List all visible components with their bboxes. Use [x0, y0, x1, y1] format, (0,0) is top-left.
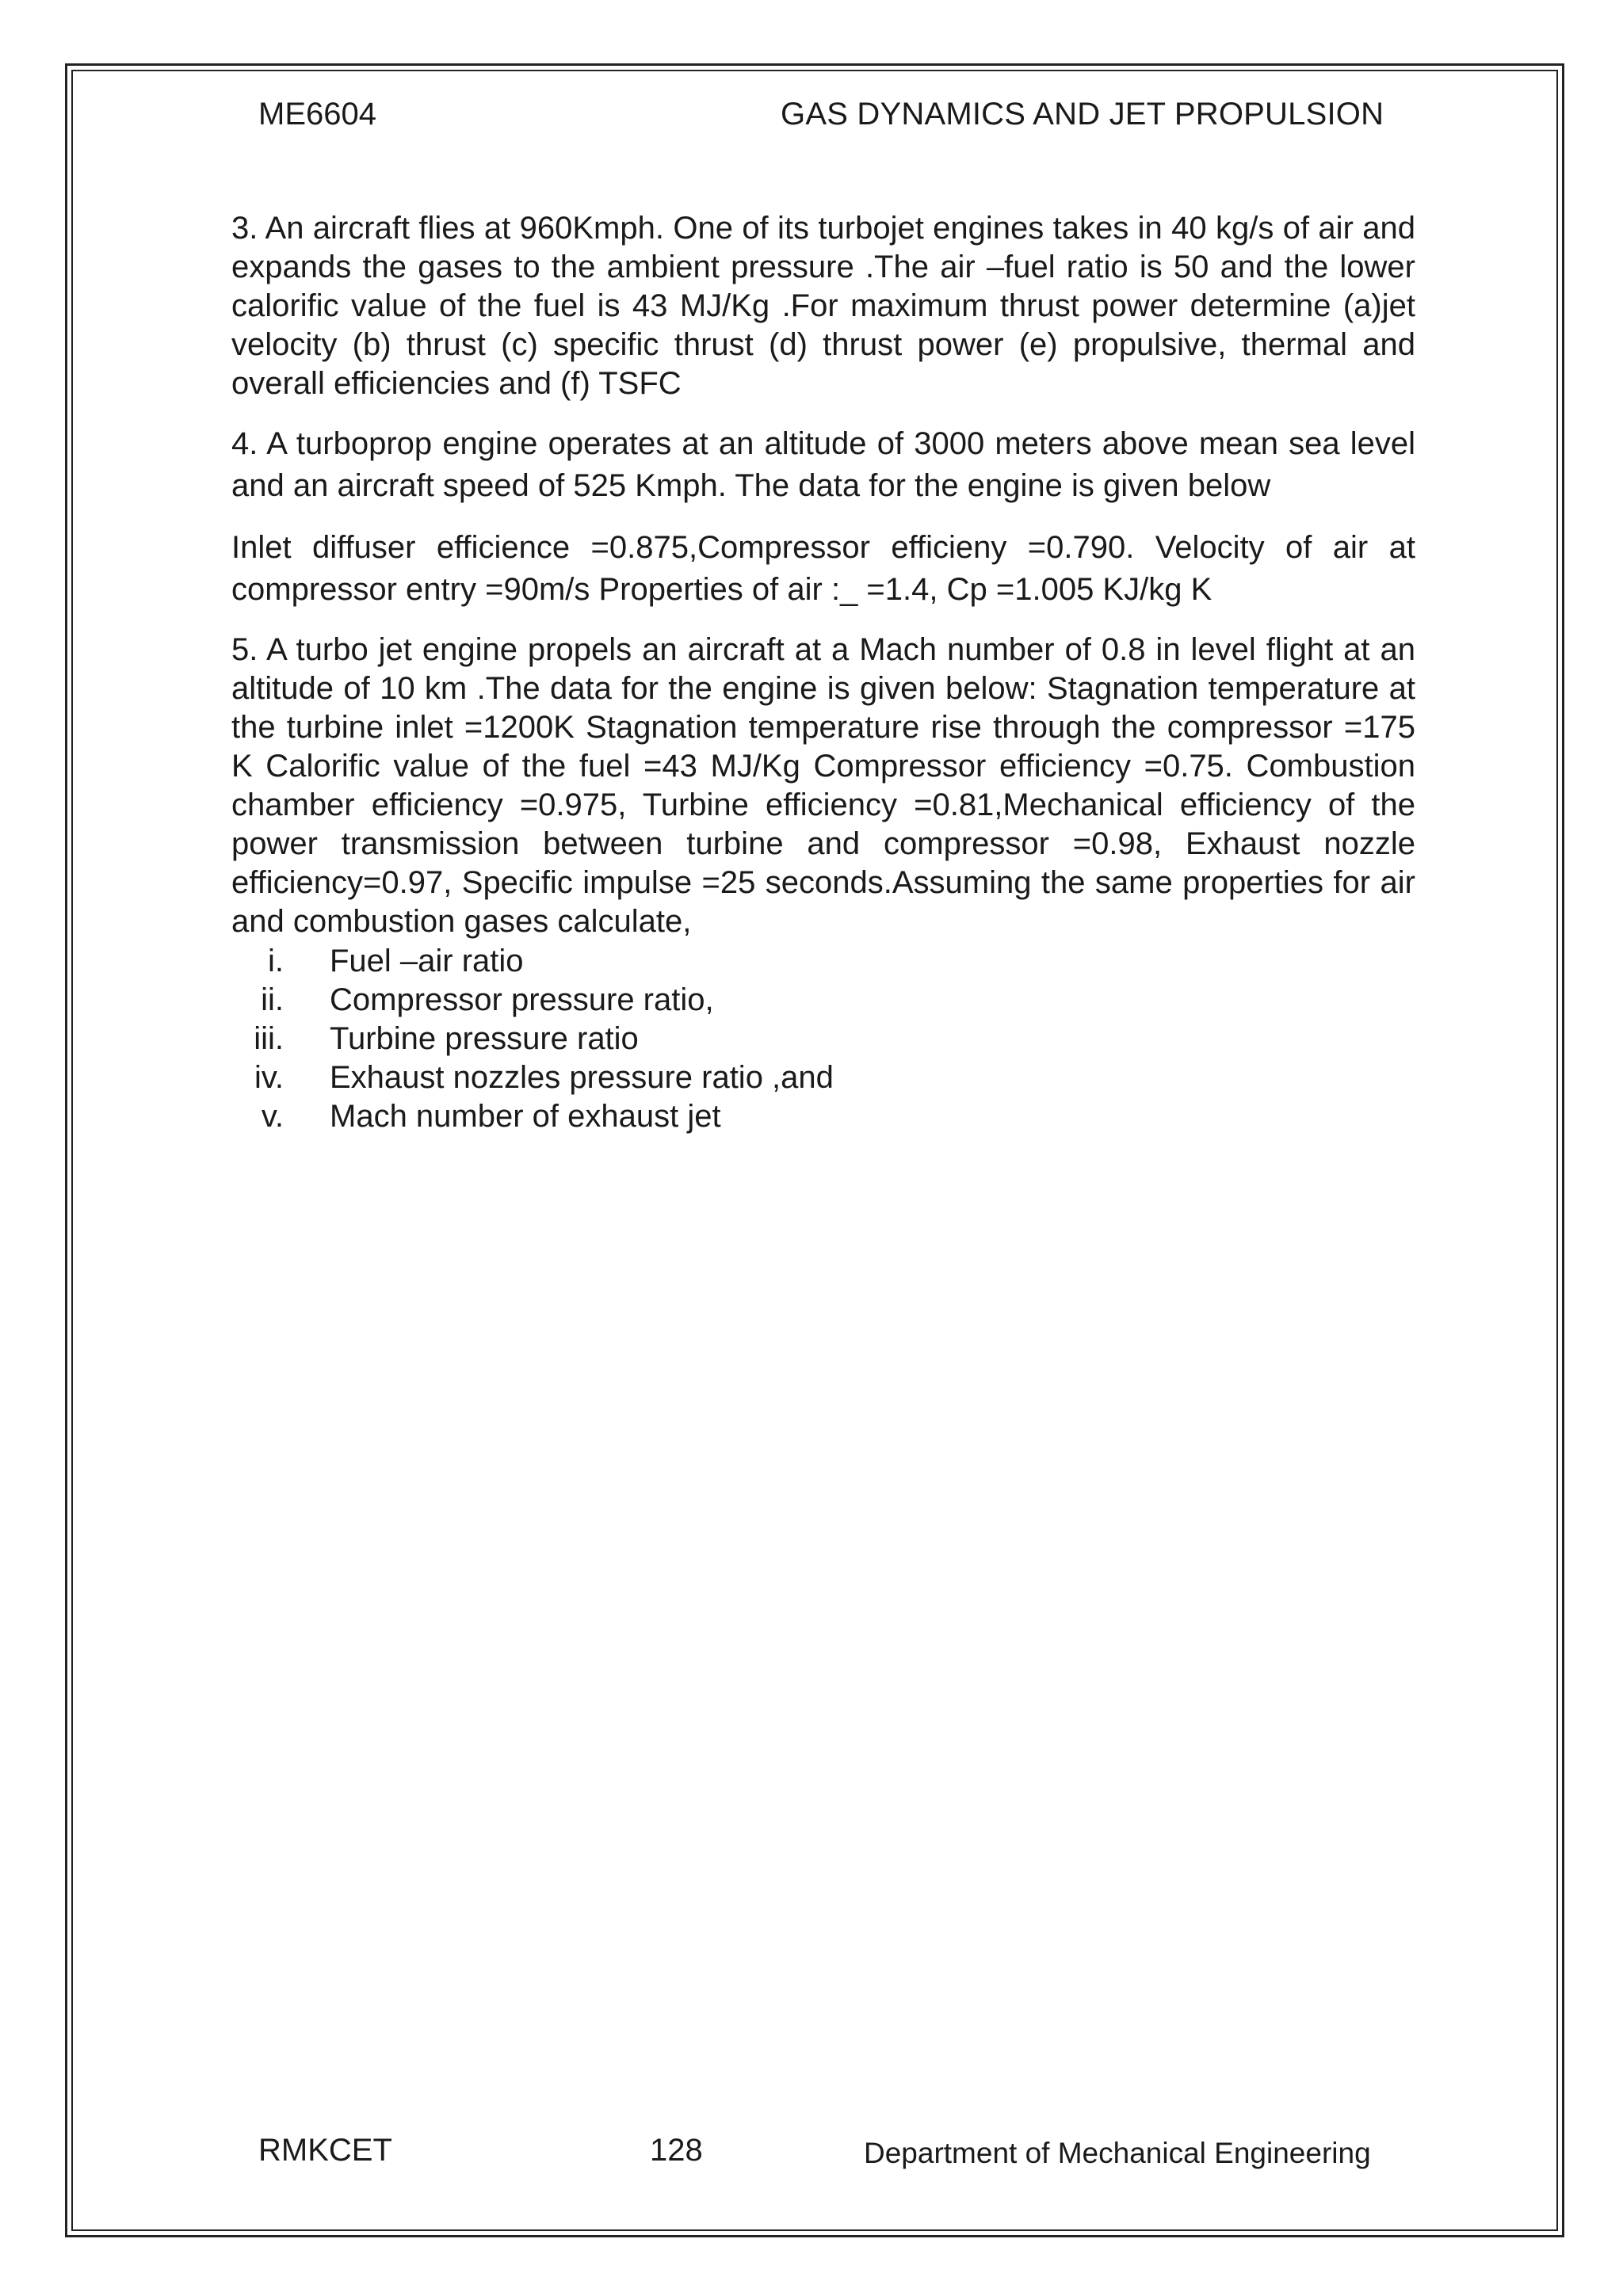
list-item-text: Fuel –air ratio: [330, 944, 524, 978]
list-item-text: Turbine pressure ratio: [330, 1021, 639, 1056]
list-item: [231, 981, 1415, 1020]
list-item: [231, 1058, 1415, 1097]
list-item-text: Compressor pressure ratio,: [330, 982, 714, 1017]
list-item-number: i.: [268, 944, 284, 978]
question-3: 3. An aircraft flies at 960Kmph. One of its turbojet engines takes in 40 kg/s of air and expands the gases to the ambient pressure .The air –fuel ratio is 50 and the lower calorific value of the fuel is 43 MJ/Kg .For maximum thrust power determine (a)jet velocity (b) thrust (c) specific thrust (d) thrust power (e) propulsive, thermal and overall efficiencies and (f) TSFC: [231, 211, 1415, 401]
header-course-code: ME6604: [258, 97, 376, 132]
list-item-text: Exhaust nozzles pressure ratio ,and: [330, 1060, 834, 1095]
list-item: [231, 1097, 1415, 1136]
question-4: 4. A turboprop engine operates at an altitude of 3000 meters above mean sea level and an aircraft speed of 525 Kmph. The data for the engine is given below: [231, 426, 1415, 503]
list-item: [231, 1020, 1415, 1058]
footer-institution: RMKCET: [258, 2133, 392, 2168]
list-item-number: ii.: [261, 982, 284, 1017]
footer-department: Department of Mechanical Engineering: [864, 2137, 1371, 2169]
footer-page-number: 128: [650, 2133, 703, 2168]
question-5: 5. A turbo jet engine propels an aircraft at a Mach number of 0.8 in level flight at an altitude of 10 km .The data for the engine is given below: Stagnation temperature at the turbine inlet =1200K Stagnation temperature rise through the compressor =175 K Calorific value of the fuel =43 MJ/Kg Compressor efficiency =0.75. Combustion chamber efficiency =0.975, Turbine efficiency =0.81,Mechanical efficiency of the power transmission between turbine and compressor =0.98, Exhaust nozzle efficiency=0.97, Specific impulse =25 seconds.Assuming the same properties for air and combustion gases calculate,: [231, 632, 1415, 939]
list-item-number: v.: [261, 1099, 284, 1134]
list-item: [231, 942, 1415, 981]
list-item-text: Mach number of exhaust jet: [330, 1099, 721, 1134]
page-content: [231, 209, 1415, 1136]
header-course-title: GAS DYNAMICS AND JET PROPULSION: [781, 97, 1384, 132]
question-4-data: Inlet diffuser efficience =0.875,Compressor efficieny =0.790. Velocity of air at compressor entry =90m/s Properties of air :_ =1.4, Cp =1.005 KJ/kg K: [231, 530, 1415, 607]
question-5-list: [231, 942, 1415, 1136]
list-item-number: iv.: [254, 1060, 284, 1095]
list-item-number: iii.: [254, 1021, 284, 1056]
